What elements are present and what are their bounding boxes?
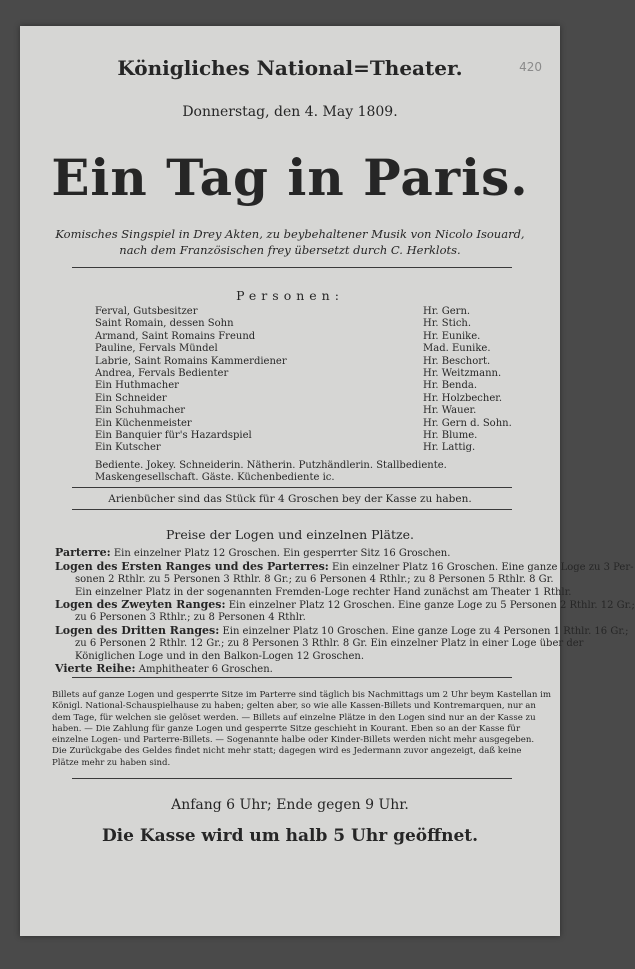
actor-name: Hr. Beschort. (423, 355, 491, 367)
price-text: Amphitheater 6 Groschen. (135, 664, 273, 676)
price-line (55, 559, 634, 574)
role-name: Ein Küchenmeister (95, 417, 192, 429)
actor-name: Hr. Wauer. (423, 405, 477, 417)
cast-row (95, 417, 512, 430)
price-text: zu 6 Personen 3 Rthlr.; zu 8 Personen 4 Rthlr. (75, 612, 306, 624)
actor-name: Hr. Gern. (423, 306, 471, 317)
price-text: sonen 2 Rthlr. zu 5 Personen 3 Rthlr. 8 Gr.; zu 6 Personen 4 Rthlr.; zu 8 Personen 5 Rthlr. 8 Gr. (75, 574, 554, 586)
price-heading: Preise der Logen und einzelnen Plätze. (166, 527, 414, 542)
price-text: zu 6 Personen 2 Rthlr. 12 Gr.; zu 8 Personen 3 Rthlr. 8 Gr. Ein einzelner Platz in einer Loge über der (75, 638, 584, 650)
cast-extras (95, 460, 495, 485)
price-line (55, 598, 635, 612)
cast-row (95, 392, 503, 405)
cast-row (95, 318, 495, 330)
actor-name: Hr. Benda. (423, 380, 478, 392)
subtitle-line-2: nach dem Französischen frey übersetzt durch C. Herklots. (119, 243, 461, 257)
cast-row (95, 343, 495, 355)
notice-line: Billets auf ganze Logen und gesperrte Sitze im Parterre sind täglich bis Nachmittags um 2 Uhr beym Kastellan im (52, 690, 552, 700)
cast-row (95, 356, 495, 368)
actor-name: Hr. Eunike. (423, 330, 481, 342)
performance-date: Donnerstag, den 4. May 1809. (182, 104, 398, 120)
price-list (55, 527, 635, 676)
role-name: Armand, Saint Romains Freund (95, 330, 256, 342)
theater-name: Königliches National=Theater. (117, 56, 463, 80)
price-text: Ein einzelner Platz 10 Groschen. Eine ganze Loge zu 4 Personen 1 Rthlr. 16 Gr.; (219, 625, 629, 637)
cast-row (95, 368, 502, 380)
price-category: Parterre: (55, 546, 111, 560)
divider (72, 487, 512, 488)
role-name: Ein Kutscher (95, 442, 161, 454)
cast-list (95, 306, 512, 455)
cast-row (95, 331, 495, 343)
notice-line: haben. — Die Zahlung für ganze Logen und gesperrte Sitze geschieht in Kourant. Eben so an der Kasse für (52, 723, 521, 734)
price-text: Königlichen Loge und in den Balkon-Logen 12 Groschen. (75, 650, 365, 662)
notice-line: Plätze mehr zu haben sind. (52, 757, 171, 768)
divider (72, 778, 512, 779)
role-name: Ein Banquier für's Hazardspiel (95, 430, 252, 442)
actor-name: Mad. Eunike. (423, 343, 491, 355)
price-line (55, 547, 525, 560)
actor-name: Hr. Gern d. Sohn. (423, 417, 512, 429)
actor-name: Hr. Weitzmann. (423, 368, 502, 380)
cast-heading: Personen: (236, 288, 344, 303)
notice-line: Königl. National-Schauspielhause zu haben; gelten aber, so wie alle Kassen-Billets und Kontremarquen, nur an (52, 701, 536, 712)
extras-line: Bediente. Jokey. Schneiderin. Nätherin. Putzhändlerin. Stallbediente. (95, 460, 447, 471)
role-name: Ein Schneider (95, 392, 167, 404)
actor-name: Hr. Stich. (423, 318, 472, 330)
price-text: Ein einzelner Platz 12 Groschen. Eine ganze Loge zu 5 Personen 2 Rthlr. 12 Gr.; (225, 600, 635, 612)
role-name: Andrea, Fervals Bedienter (95, 368, 229, 380)
role-name: Ferval, Gutsbesitzer (95, 306, 198, 317)
price-lines (55, 546, 635, 676)
price-category: Logen des Dritten Ranges: (55, 623, 220, 637)
role-name: Ein Schuhmacher (95, 405, 186, 417)
divider (72, 267, 512, 268)
ticket-notice (52, 690, 552, 769)
cast-row (95, 442, 495, 454)
price-text: Ein einzelner Platz in der sogenannten Fremden-Loge rechter Hand zunächst am Theater 1 Rthlr. (75, 586, 572, 598)
cast-row (95, 405, 495, 417)
notice-line: einzelne Logen- und Parterre-Billets. — Sogenannte halbe oder Kinder-Billets werden nicht mehr ausgegeben. (52, 735, 535, 746)
arien-notice: Arienbücher sind das Stück für 4 Groschen bey der Kasse zu haben. (108, 493, 472, 505)
cast-row (95, 430, 495, 442)
price-line (55, 663, 525, 676)
price-category: Vierte Reihe: (55, 662, 136, 676)
cast-row (95, 306, 495, 318)
price-text: Ein einzelner Platz 12 Groschen. Ein gesperrter Sitz 16 Groschen. (110, 548, 451, 560)
price-line (55, 638, 584, 650)
role-name: Pauline, Fervals Mündel (95, 343, 218, 355)
price-category: Logen des Ersten Ranges und des Parterres: (55, 559, 329, 573)
archive-number: 420 (519, 60, 542, 74)
cast-row (95, 380, 495, 392)
divider (72, 677, 512, 678)
price-line (55, 623, 629, 638)
playbill-sheet (20, 26, 635, 936)
price-text: Ein einzelner Platz 16 Groschen. Eine ganze Loge zu 3 Per- (328, 561, 634, 573)
subtitle-line-1: Komisches Singspiel in Drey Akten, zu beybehaltener Musik von Nicolo Isouard, (55, 227, 525, 241)
actor-name: Hr. Lattig. (423, 442, 476, 454)
notice-line: Die Zurückgabe des Geldes findet nicht mehr statt; dagegen wird es Jedermann zuvor angezeigt, daß keine (52, 746, 522, 757)
start-end-time: Anfang 6 Uhr; Ende gegen 9 Uhr. (171, 797, 409, 813)
actor-name: Hr. Holzbecher. (423, 392, 503, 404)
play-title: Ein Tag in Paris. (51, 148, 529, 207)
notice-line: dem Tage, für welchen sie gelöset werden. — Billets auf einzelne Plätze in den Logen sind nur an der Kasse zu (52, 712, 536, 723)
price-line (55, 574, 554, 586)
role-name: Ein Huthmacher (95, 380, 179, 392)
price-category: Logen des Zweyten Ranges: (55, 598, 226, 612)
actor-name: Hr. Blume. (423, 430, 478, 442)
box-office-opening: Die Kasse wird um halb 5 Uhr geöffnet. (101, 826, 479, 846)
role-name: Labrie, Saint Romains Kammerdiener (95, 355, 287, 367)
extras-line: Maskengesellschaft. Gäste. Küchenbediente ic. (95, 472, 335, 484)
role-name: Saint Romain, dessen Sohn (95, 318, 234, 330)
divider (72, 509, 512, 510)
